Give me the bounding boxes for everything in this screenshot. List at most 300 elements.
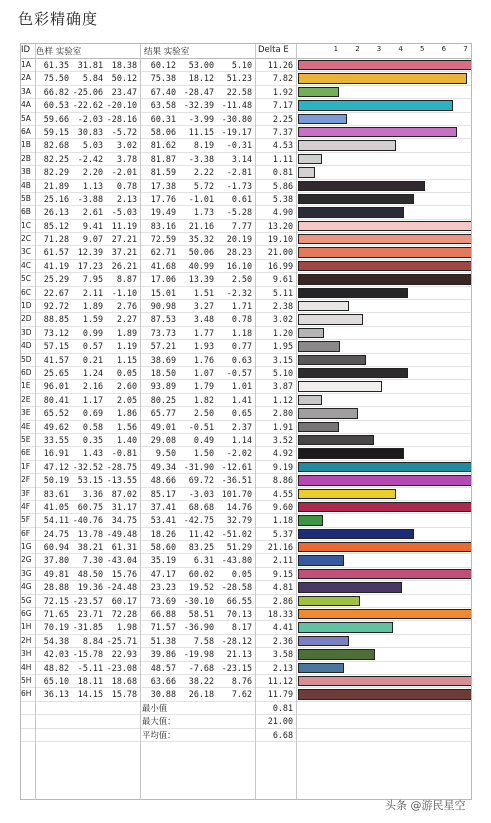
sample-lab-value: 1.43	[82, 448, 103, 459]
delta-e-value: 4.41	[272, 622, 293, 633]
sample-lab-value: 13.78	[77, 528, 103, 539]
sample-lab-value: -0.81	[111, 448, 137, 459]
sample-lab-value: 19.36	[77, 582, 103, 593]
result-lab-value: -2.81	[226, 167, 252, 178]
delta-e-value: 7.17	[272, 100, 293, 111]
result-lab-value: 1.77	[193, 327, 214, 338]
patch-id: 1G	[21, 542, 32, 552]
sample-lab-value: 48.82	[43, 662, 69, 673]
result-lab-value: 81.59	[150, 167, 176, 178]
scale-tick: 1	[333, 45, 339, 53]
result-lab-value: 41.68	[150, 260, 176, 271]
result-lab-value: 13.39	[188, 274, 214, 285]
sample-lab-value: -5.11	[77, 662, 103, 673]
table-row	[20, 233, 472, 246]
patch-id: 6C	[21, 287, 32, 297]
sample-lab-value: 36.13	[43, 689, 69, 700]
delta-e-bar	[298, 689, 472, 699]
table-row	[20, 193, 472, 206]
result-lab-value: 40.99	[188, 260, 214, 271]
patch-id: 4B	[21, 180, 31, 190]
result-lab-value: 14.76	[226, 501, 252, 512]
delta-e-bar	[298, 435, 374, 445]
result-lab-value: 60.31	[150, 113, 176, 124]
delta-e-value: 1.95	[272, 341, 293, 352]
sample-lab-value: 26.13	[43, 207, 69, 218]
result-lab-value: 57.21	[150, 341, 176, 352]
sample-lab-value: 38.21	[77, 542, 103, 553]
patch-id: 4F	[21, 501, 31, 511]
delta-e-value: 2.13	[272, 662, 293, 673]
sample-lab-value: 1.59	[82, 314, 103, 325]
table-row	[20, 313, 472, 326]
sample-lab-value: 37.21	[111, 247, 137, 258]
sample-lab-value: 0.21	[82, 354, 103, 365]
sample-lab-value: 83.61	[43, 488, 69, 499]
result-lab-value: 75.38	[150, 73, 176, 84]
result-lab-value: 1.93	[193, 341, 214, 352]
result-lab-value: 85.17	[150, 488, 176, 499]
delta-e-value: 1.91	[272, 421, 293, 432]
delta-e-value: 9.15	[272, 568, 293, 579]
patch-id: 2D	[21, 314, 32, 324]
result-lab-value: 11.42	[188, 528, 214, 539]
result-lab-value: 38.22	[188, 675, 214, 686]
sample-lab-value: 0.69	[82, 408, 103, 419]
delta-e-value: 2.80	[272, 408, 293, 419]
scale-tick: 2	[355, 45, 360, 53]
patch-id: 1H	[21, 622, 32, 632]
patch-id: 1A	[21, 60, 31, 69]
sample-lab-value: 21.89	[43, 180, 69, 191]
sample-lab-value: -25.06	[72, 86, 103, 97]
delta-e-bar	[298, 582, 402, 592]
result-lab-value: -7.68	[188, 662, 214, 673]
delta-e-value: 0.81	[272, 167, 293, 178]
sample-lab-value: 41.19	[43, 260, 69, 271]
sample-lab-value: 2.61	[82, 207, 103, 218]
sample-lab-value: 82.68	[43, 140, 69, 151]
patch-id: 5F	[21, 515, 31, 525]
result-lab-value: 47.17	[150, 568, 176, 579]
sample-lab-value: 26.21	[111, 260, 137, 271]
table-row	[20, 648, 472, 661]
result-lab-value: 18.12	[188, 73, 214, 84]
delta-e-bar	[298, 529, 414, 539]
result-lab-value: 58.06	[150, 126, 176, 137]
sample-lab-value: 2.76	[116, 301, 137, 312]
delta-e-value: 1.18	[272, 515, 293, 526]
table-row	[20, 621, 472, 634]
result-lab-value: 0.63	[231, 354, 252, 365]
delta-e-bar	[298, 73, 467, 83]
result-lab-value: 2.50	[231, 274, 252, 285]
table-header	[20, 43, 472, 59]
delta-e-value: 3.15	[272, 354, 293, 365]
result-lab-value: 51.38	[150, 635, 176, 646]
result-lab-value: 87.53	[150, 314, 176, 325]
sample-lab-value: 75.50	[43, 73, 69, 84]
patch-id: 5G	[21, 595, 32, 605]
sample-lab-value: 1.56	[116, 421, 137, 432]
sample-lab-value: 72.28	[111, 609, 137, 620]
table-row	[20, 434, 472, 447]
delta-e-bar	[298, 100, 453, 110]
delta-e-value: 9.19	[272, 461, 293, 472]
delta-e-bar	[298, 181, 425, 191]
patch-id: 1D	[21, 301, 32, 311]
delta-e-value: 2.25	[272, 113, 293, 124]
result-lab-value: 1.76	[193, 354, 214, 365]
patch-id: 6D	[21, 367, 32, 377]
sample-lab-value: 50.12	[111, 73, 137, 84]
sample-lab-value: -13.55	[106, 475, 137, 486]
result-lab-value: 16.10	[226, 260, 252, 271]
sample-lab-value: -2.42	[77, 153, 103, 164]
result-lab-value: 62.71	[150, 247, 176, 258]
patch-id: 2F	[21, 475, 31, 485]
sample-lab-value: 60.17	[111, 595, 137, 606]
delta-e-value: 3.87	[272, 381, 293, 392]
sample-lab-value: -15.78	[72, 649, 103, 660]
sample-lab-value: 1.19	[116, 341, 137, 352]
patch-id: 2G	[21, 555, 32, 565]
patch-id: 5D	[21, 354, 32, 364]
result-lab-value: 60.12	[150, 60, 176, 70]
patch-id: 6F	[21, 528, 31, 538]
sample-lab-value: 15.78	[111, 689, 137, 700]
summary-value: 6.68	[272, 729, 293, 740]
color-accuracy-table	[20, 43, 472, 742]
patch-id: 4A	[21, 100, 31, 110]
sample-lab-value: 7.30	[82, 555, 103, 566]
delta-e-bar	[298, 140, 396, 150]
result-lab-value: 73.69	[150, 595, 176, 606]
delta-e-bar	[298, 676, 472, 686]
sample-lab-value: 70.19	[43, 622, 69, 633]
result-lab-value: 66.55	[226, 595, 252, 606]
result-lab-value: 71.57	[150, 622, 176, 633]
result-lab-value: 58.60	[150, 542, 176, 553]
result-lab-value: 1.01	[231, 381, 252, 392]
delta-e-value: 2.11	[272, 555, 293, 566]
delta-e-bar	[298, 596, 360, 606]
result-lab-value: 35.32	[188, 234, 214, 245]
result-lab-value: 6.31	[193, 555, 214, 566]
table-row	[20, 246, 472, 259]
delta-e-bar	[298, 408, 358, 418]
patch-id: 4E	[21, 421, 31, 431]
sample-lab-value: 1.89	[116, 327, 137, 338]
sample-lab-value: 37.80	[43, 555, 69, 566]
table-row	[20, 72, 472, 85]
sample-lab-value: 7.95	[82, 274, 103, 285]
sample-lab-value: 1.86	[116, 408, 137, 419]
sample-lab-value: 22.67	[43, 287, 69, 298]
delta-e-bar	[298, 462, 472, 472]
result-lab-value: 17.38	[150, 180, 176, 191]
result-lab-value: 67.40	[150, 86, 176, 97]
result-lab-value: -3.38	[188, 153, 214, 164]
sample-lab-value: -28.16	[106, 113, 137, 124]
result-lab-value: 8.19	[193, 140, 214, 151]
result-lab-value: 48.57	[150, 662, 176, 673]
sample-lab-value: 3.36	[82, 488, 103, 499]
delta-e-value: 11.79	[267, 689, 293, 700]
patch-id: 5C	[21, 274, 32, 284]
sample-lab-value: 1.24	[82, 367, 103, 378]
result-lab-value: 3.27	[193, 301, 214, 312]
sample-lab-value: 9.07	[82, 234, 103, 245]
delta-e-bar	[298, 87, 339, 97]
result-lab-value: 11.15	[188, 126, 214, 137]
delta-e-value: 5.38	[272, 193, 293, 204]
sample-lab-value: 66.82	[43, 86, 69, 97]
result-lab-value: 69.72	[188, 475, 214, 486]
result-lab-value: 28.23	[226, 247, 252, 258]
sample-lab-value: 1.15	[116, 354, 137, 365]
patch-id: 5B	[21, 193, 31, 203]
table-row	[20, 514, 472, 527]
table-body	[20, 59, 472, 702]
sample-lab-value: 47.12	[43, 461, 69, 472]
delta-e-bar	[298, 555, 344, 565]
sample-lab-value: 33.55	[43, 434, 69, 445]
delta-e-value: 16.99	[267, 260, 293, 271]
table-row	[20, 528, 472, 541]
delta-e-value: 7.37	[272, 126, 293, 137]
delta-e-value: 1.12	[272, 394, 293, 405]
delta-e-bar	[298, 355, 366, 365]
result-lab-value: 49.34	[150, 461, 176, 472]
delta-e-bar	[298, 221, 472, 231]
sample-lab-value: -32.52	[72, 461, 103, 472]
delta-e-value: 5.37	[272, 528, 293, 539]
delta-e-bar	[298, 569, 472, 579]
result-lab-value: 1.18	[231, 327, 252, 338]
sample-lab-value: 61.31	[111, 542, 137, 553]
sample-lab-value: 12.39	[77, 247, 103, 258]
table-row	[20, 180, 472, 193]
table-row	[20, 354, 472, 367]
table-row	[20, 662, 472, 675]
sample-lab-value: 57.15	[43, 341, 69, 352]
delta-e-bar	[298, 288, 408, 298]
delta-e-value: 4.90	[272, 207, 293, 218]
sample-lab-value: 14.15	[77, 689, 103, 700]
result-lab-value: 93.89	[150, 381, 176, 392]
result-lab-value: -12.61	[221, 461, 252, 472]
table-row	[20, 608, 472, 621]
table-row	[20, 421, 472, 434]
result-lab-value: -36.90	[183, 622, 214, 633]
result-lab-value: -0.51	[188, 421, 214, 432]
sample-lab-value: 23.47	[111, 86, 137, 97]
delta-e-bar	[298, 274, 472, 284]
patch-id: 6B	[21, 207, 31, 217]
result-lab-value: -30.80	[221, 113, 252, 124]
result-lab-value: -1.01	[188, 193, 214, 204]
table-row	[20, 327, 472, 340]
result-lab-value: -42.75	[183, 515, 214, 526]
result-lab-value: 0.65	[231, 408, 252, 419]
summary-row	[20, 715, 472, 728]
delta-e-bar	[298, 636, 349, 646]
table-row	[20, 113, 472, 126]
result-lab-value: 90.98	[150, 301, 176, 312]
patch-id: 2A	[21, 73, 31, 83]
sample-lab-value: 17.23	[77, 260, 103, 271]
result-lab-value: 35.19	[150, 555, 176, 566]
sample-lab-value: 82.25	[43, 153, 69, 164]
sample-lab-value: -31.85	[72, 622, 103, 633]
delta-e-value: 3.52	[272, 434, 293, 445]
sample-lab-value: -23.57	[72, 595, 103, 606]
result-lab-value: 1.41	[231, 394, 252, 405]
patch-id: 3C	[21, 247, 32, 257]
result-lab-value: 39.86	[150, 649, 176, 660]
sample-lab-value: 31.81	[77, 60, 103, 70]
scale-tick: 6	[441, 45, 447, 53]
sample-lab-value: 22.93	[111, 649, 137, 660]
table-row	[20, 474, 472, 487]
sample-lab-value: 2.20	[82, 167, 103, 178]
summary-label: 最小值	[142, 702, 168, 713]
result-lab-value: 53.41	[150, 515, 176, 526]
result-lab-value: 5.10	[231, 60, 252, 70]
sample-lab-value: 80.41	[43, 394, 69, 405]
sample-lab-value: 1.98	[116, 622, 137, 633]
result-lab-value: 66.88	[150, 609, 176, 620]
sample-lab-value: 0.35	[82, 434, 103, 445]
sample-lab-value: 9.41	[82, 220, 103, 231]
sample-lab-value: 41.57	[43, 354, 69, 365]
result-lab-value: 8.76	[231, 675, 252, 686]
result-lab-value: -43.80	[221, 555, 252, 566]
delta-e-bar	[298, 422, 339, 432]
sample-lab-value: 73.12	[43, 327, 69, 338]
sample-lab-value: 92.72	[43, 301, 69, 312]
sample-lab-value: 72.15	[43, 595, 69, 606]
result-lab-value: 0.78	[231, 314, 252, 325]
sample-lab-value: 25.65	[43, 367, 69, 378]
patch-id: 2H	[21, 635, 32, 645]
delta-e-bar	[298, 154, 322, 164]
delta-e-value: 4.55	[272, 488, 293, 499]
table-row	[20, 139, 472, 152]
result-lab-value: 30.88	[150, 689, 176, 700]
delta-e-bar	[298, 114, 347, 124]
result-lab-value: 1.07	[193, 367, 214, 378]
sample-lab-value: -5.03	[111, 207, 137, 218]
result-lab-value: 21.13	[226, 649, 252, 660]
sample-lab-value: 61.57	[43, 247, 69, 258]
sample-lab-value: 8.84	[82, 635, 103, 646]
sample-lab-value: 60.94	[43, 542, 69, 553]
sample-lab-value: 18.68	[111, 675, 137, 686]
table-row	[20, 554, 472, 567]
sample-lab-value: 60.53	[43, 100, 69, 111]
sample-lab-value: 30.83	[77, 126, 103, 137]
patch-id: 1F	[21, 461, 31, 471]
header-sample: 色样 实验室	[36, 47, 82, 57]
sample-lab-value: 0.58	[82, 421, 103, 432]
patch-id: 5A	[21, 113, 31, 123]
sample-lab-value: -2.01	[111, 167, 137, 178]
result-lab-value: 51.29	[226, 542, 252, 553]
result-lab-value: 1.73	[193, 207, 214, 218]
sample-lab-value: 82.29	[43, 167, 69, 178]
result-lab-value: 1.79	[193, 381, 214, 392]
sample-lab-value: 48.50	[77, 568, 103, 579]
delta-e-bar	[298, 341, 340, 351]
result-lab-value: -1.73	[226, 180, 252, 191]
delta-e-bar	[298, 207, 404, 217]
delta-e-bar	[298, 663, 344, 673]
delta-e-bar	[298, 167, 315, 177]
delta-e-value: 2.36	[272, 635, 293, 646]
table-row	[20, 153, 472, 166]
sample-lab-value: 5.84	[82, 73, 103, 84]
result-lab-value: 20.19	[226, 234, 252, 245]
delta-e-value: 21.00	[267, 247, 293, 258]
result-lab-value: 18.50	[150, 367, 176, 378]
table-row	[20, 581, 472, 594]
result-lab-value: 21.16	[188, 220, 214, 231]
table-row	[20, 287, 472, 300]
delta-e-bar	[298, 328, 324, 338]
sample-lab-value: 71.65	[43, 609, 69, 620]
sample-lab-value: 2.60	[116, 381, 137, 392]
result-lab-value: 29.08	[150, 434, 176, 445]
table-row	[20, 595, 472, 608]
result-lab-value: 19.52	[188, 582, 214, 593]
sample-lab-value: 54.38	[43, 635, 69, 646]
patch-id: 3D	[21, 327, 32, 337]
summary-row	[20, 702, 472, 715]
sample-lab-value: 3.78	[116, 153, 137, 164]
result-lab-value: 49.01	[150, 421, 176, 432]
result-lab-value: -32.39	[183, 100, 214, 111]
delta-e-value: 4.53	[272, 140, 293, 151]
table-summary	[20, 702, 472, 742]
table-row	[20, 340, 472, 353]
sample-lab-value: 18.11	[77, 675, 103, 686]
sample-lab-value: -1.10	[111, 287, 137, 298]
delta-e-value: 9.60	[272, 501, 293, 512]
result-lab-value: 72.59	[150, 234, 176, 245]
sample-lab-value: 1.89	[82, 301, 103, 312]
patch-id: 3A	[21, 86, 31, 96]
result-lab-value: -36.51	[221, 475, 252, 486]
sample-lab-value: 25.16	[43, 193, 69, 204]
delta-e-bar	[298, 381, 382, 391]
patch-id: 1C	[21, 220, 32, 230]
patch-id: 3F	[21, 488, 31, 498]
sample-lab-value: 65.52	[43, 408, 69, 419]
delta-e-bar	[298, 234, 472, 244]
patch-id: 5E	[21, 434, 31, 444]
result-lab-value: 81.87	[150, 153, 176, 164]
summary-label: 平均值：	[142, 729, 176, 740]
header-id: ID	[21, 45, 31, 55]
table-row	[20, 568, 472, 581]
result-lab-value: 18.26	[150, 528, 176, 539]
sample-lab-value: 11.19	[111, 220, 137, 231]
result-lab-value: 83.16	[150, 220, 176, 231]
result-lab-value: 2.22	[193, 167, 214, 178]
sample-lab-value: 49.81	[43, 568, 69, 579]
